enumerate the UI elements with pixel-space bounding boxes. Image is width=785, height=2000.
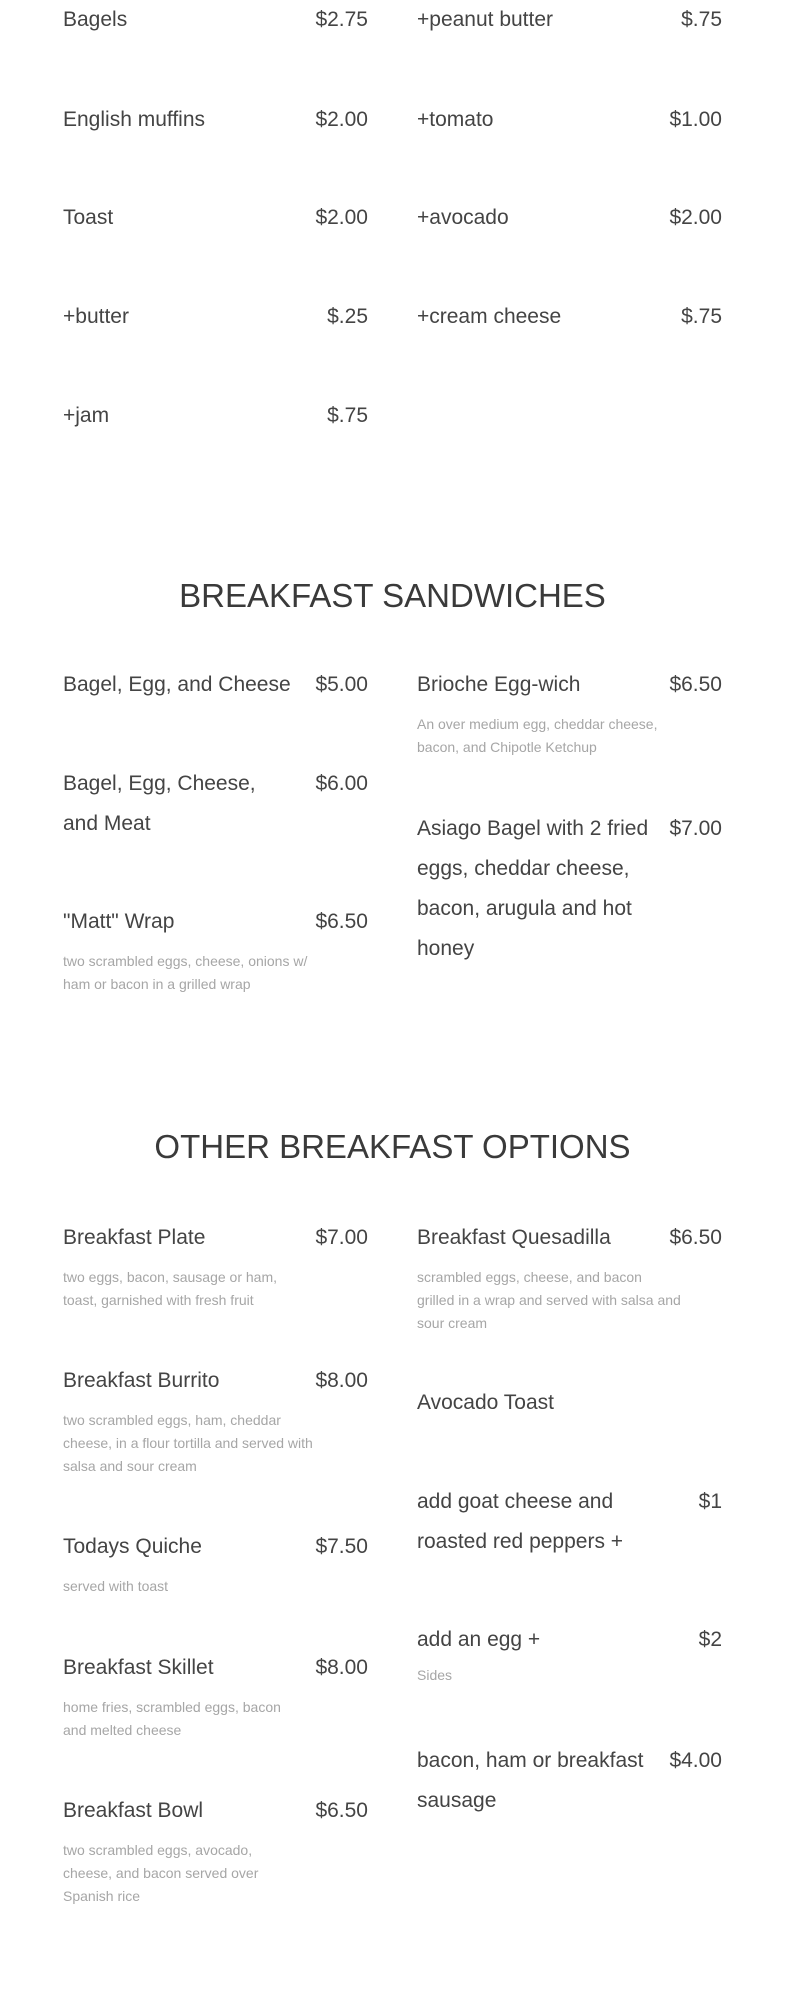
item-price: $6.00 (315, 772, 368, 795)
item-name: Brioche Egg-wich (417, 673, 581, 696)
section-title-other: OTHER BREAKFAST OPTIONS (154, 1128, 631, 1165)
item-name: Todays Quiche (63, 1535, 202, 1558)
item-name: bacon, ham or breakfast sausage (417, 1749, 644, 1812)
item-description: served with toast (63, 1578, 169, 1594)
item-description: An over medium egg, cheddar cheese, bacon, and Chipotle Ketchup (417, 716, 658, 755)
item-price: $7.00 (669, 817, 722, 840)
item-description: scrambled eggs, cheese, and bacon grilled in a wrap and served with salsa and sour cream (417, 1269, 681, 1331)
item-name: add an egg + (417, 1628, 541, 1651)
item-name: Bagel, Egg, and Cheese (63, 673, 291, 696)
item-price: $8.00 (315, 1656, 368, 1679)
item-price: $.75 (681, 305, 722, 328)
item-price: $1 (698, 1490, 722, 1513)
item-description: home fries, scrambled eggs, bacon and melted cheese (63, 1699, 281, 1738)
item-name: Breakfast Quesadilla (417, 1226, 611, 1249)
menu-item (63, 396, 368, 436)
menu-item (417, 665, 722, 759)
item-price: $.25 (327, 305, 368, 328)
menu-item (63, 198, 368, 238)
item-name: +peanut butter (417, 8, 554, 31)
item-description: Sides (417, 1667, 453, 1683)
item-name: Bagel, Egg, Cheese, and Meat (63, 772, 256, 835)
menu-item (63, 1648, 368, 1742)
item-price: $6.50 (315, 910, 368, 933)
item-name: +jam (63, 404, 110, 427)
item-price: $2.75 (315, 8, 368, 31)
menu-item (417, 1741, 722, 1821)
item-description: two eggs, bacon, sausage or ham, toast, garnished with fresh fruit (63, 1269, 278, 1308)
item-name: +butter (63, 305, 129, 328)
section-title-sandwiches: BREAKFAST SANDWICHES (179, 577, 606, 614)
item-price: $2.00 (669, 206, 722, 229)
menu-item (63, 764, 368, 844)
menu-item (417, 0, 722, 40)
item-name: Breakfast Bowl (63, 1799, 204, 1822)
menu-item (417, 100, 722, 140)
item-price: $6.50 (669, 673, 722, 696)
menu-item (63, 1218, 368, 1312)
menu-item (417, 1218, 722, 1335)
item-name: English muffins (63, 108, 206, 131)
item-name: Bagels (63, 8, 128, 31)
item-name: Avocado Toast (417, 1391, 554, 1414)
menu-item (417, 198, 722, 238)
menu-item (417, 297, 722, 337)
item-price: $2 (698, 1628, 722, 1651)
menu-item (417, 1482, 722, 1562)
menu-item (63, 665, 368, 705)
item-price: $4.00 (669, 1749, 722, 1772)
menu-item (417, 1620, 722, 1687)
item-name: +avocado (417, 206, 509, 229)
item-description: two scrambled eggs, cheese, onions w/ ham or bacon in a grilled wrap (63, 953, 308, 992)
item-name: Breakfast Plate (63, 1226, 206, 1249)
item-name: +tomato (417, 108, 494, 131)
menu-item (63, 902, 368, 996)
item-name: add goat cheese and roasted red peppers + (417, 1490, 624, 1553)
menu-item (63, 100, 368, 140)
item-price: $2.00 (315, 108, 368, 131)
item-price: $5.00 (315, 673, 368, 696)
item-price: $8.00 (315, 1369, 368, 1392)
item-price: $.75 (681, 8, 722, 31)
menu-item (417, 1383, 722, 1423)
item-price: $1.00 (669, 108, 722, 131)
item-name: Asiago Bagel with 2 fried eggs, cheddar cheese, bacon, arugula and hot honey (417, 817, 649, 960)
item-name: "Matt" Wrap (63, 910, 175, 933)
item-price: $7.00 (315, 1226, 368, 1249)
menu-item (63, 1791, 368, 1908)
item-description: two scrambled eggs, ham, cheddar cheese, in a flour tortilla and served with salsa and sour cream (63, 1412, 313, 1474)
menu-item (417, 809, 722, 969)
item-price: $2.00 (315, 206, 368, 229)
item-price: $.75 (327, 404, 368, 427)
menu-item (63, 0, 368, 40)
menu-item (63, 1361, 368, 1478)
item-name: Toast (63, 206, 114, 229)
item-price: $6.50 (315, 1799, 368, 1822)
menu-item (63, 1527, 368, 1598)
item-name: +cream cheese (417, 305, 562, 328)
menu-item (63, 297, 368, 337)
item-price: $6.50 (669, 1226, 722, 1249)
item-name: Breakfast Burrito (63, 1369, 220, 1392)
item-name: Breakfast Skillet (63, 1656, 214, 1679)
item-price: $7.50 (315, 1535, 368, 1558)
item-description: two scrambled eggs, avocado, cheese, and bacon served over Spanish rice (63, 1842, 259, 1904)
